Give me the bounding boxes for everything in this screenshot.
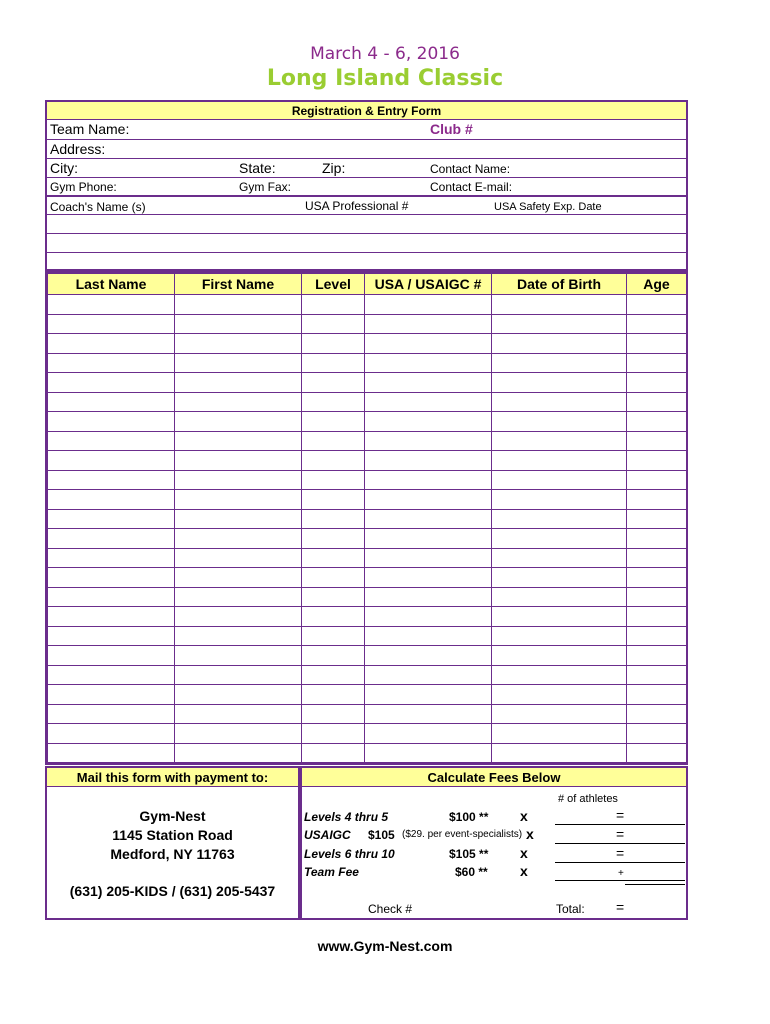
city-label: City:: [50, 160, 78, 176]
table-cell[interactable]: [175, 490, 302, 510]
table-cell[interactable]: [365, 314, 492, 334]
table-cell[interactable]: [492, 704, 627, 724]
table-cell[interactable]: [302, 665, 365, 685]
table-cell[interactable]: [48, 704, 175, 724]
fee-op-team: +: [618, 868, 624, 879]
table-row: [48, 646, 687, 666]
table-cell[interactable]: [365, 392, 492, 412]
table-cell[interactable]: [48, 724, 175, 744]
table-cell[interactable]: [365, 724, 492, 744]
table-cell[interactable]: [492, 373, 627, 393]
table-body: [48, 295, 687, 763]
table-cell[interactable]: [175, 451, 302, 471]
fee-calculation-section: [300, 766, 688, 920]
table-cell[interactable]: [175, 353, 302, 373]
table-cell[interactable]: [365, 587, 492, 607]
table-cell[interactable]: [627, 451, 687, 471]
table-cell[interactable]: [48, 334, 175, 354]
table-cell[interactable]: [48, 373, 175, 393]
table-cell[interactable]: [302, 353, 365, 373]
table-row: [48, 490, 687, 510]
table-cell[interactable]: [48, 743, 175, 763]
table-cell[interactable]: [48, 548, 175, 568]
table-cell[interactable]: [302, 490, 365, 510]
table-cell[interactable]: [175, 548, 302, 568]
fee-price-team: $60 **: [455, 865, 488, 879]
table-cell[interactable]: [175, 724, 302, 744]
table-cell[interactable]: [627, 509, 687, 529]
team-name-label: Team Name:: [50, 121, 130, 137]
fee-label-levels-4-5: Levels 4 thru 5: [304, 810, 389, 824]
table-cell[interactable]: [175, 646, 302, 666]
table-cell[interactable]: [492, 314, 627, 334]
fee-times-levels-6-10: x: [520, 845, 528, 861]
gym-street: 1145 Station Road: [112, 827, 233, 843]
table-cell[interactable]: [175, 509, 302, 529]
table-cell[interactable]: [302, 509, 365, 529]
table-cell[interactable]: [492, 568, 627, 588]
fee-op-levels-4-5: =: [616, 807, 625, 823]
table-cell[interactable]: [175, 373, 302, 393]
table-row: [48, 743, 687, 763]
table-cell[interactable]: [627, 587, 687, 607]
table-cell[interactable]: [627, 646, 687, 666]
table-cell[interactable]: [48, 392, 175, 412]
total-label: Total:: [556, 902, 585, 916]
table-cell[interactable]: [302, 373, 365, 393]
fee-label-usaigc: USAIGC: [304, 828, 351, 842]
table-cell[interactable]: [365, 685, 492, 705]
table-cell[interactable]: [492, 665, 627, 685]
table-cell[interactable]: [627, 353, 687, 373]
table-cell[interactable]: [302, 685, 365, 705]
fee-price-levels-6-10: $105 **: [449, 847, 489, 861]
table-cell[interactable]: [302, 470, 365, 490]
table-row: [48, 587, 687, 607]
table-cell[interactable]: [492, 451, 627, 471]
club-number-label: Club #: [430, 121, 473, 137]
table-cell[interactable]: [365, 626, 492, 646]
table-row: [48, 470, 687, 490]
table-cell[interactable]: [175, 412, 302, 432]
table-cell[interactable]: [48, 431, 175, 451]
gym-fax-label: Gym Fax:: [239, 180, 292, 194]
fee-price-levels-4-5: $100 **: [449, 810, 489, 824]
table-cell[interactable]: [365, 295, 492, 315]
table-row: [48, 704, 687, 724]
table-cell[interactable]: [492, 334, 627, 354]
zip-label: Zip:: [322, 160, 346, 176]
table-row: [48, 314, 687, 334]
table-cell[interactable]: [627, 665, 687, 685]
table-cell[interactable]: [627, 724, 687, 744]
table-cell[interactable]: [302, 704, 365, 724]
table-cell[interactable]: [365, 373, 492, 393]
fee-times-team: x: [520, 863, 528, 879]
table-cell[interactable]: [365, 704, 492, 724]
table-cell[interactable]: [492, 743, 627, 763]
table-cell[interactable]: [627, 431, 687, 451]
table-cell[interactable]: [302, 392, 365, 412]
fee-times-levels-4-5: x: [520, 808, 528, 824]
table-cell[interactable]: [365, 470, 492, 490]
form-title: Registration & Entry Form: [291, 104, 442, 118]
table-cell[interactable]: [365, 431, 492, 451]
table-cell[interactable]: [48, 665, 175, 685]
gym-phone: (631) 205-KIDS / (631) 205-5437: [69, 883, 276, 899]
table-cell[interactable]: [627, 548, 687, 568]
column-header: Level: [302, 274, 365, 295]
column-header: Date of Birth: [492, 274, 627, 295]
table-cell[interactable]: [302, 743, 365, 763]
table-cell[interactable]: [492, 353, 627, 373]
table-cell[interactable]: [175, 392, 302, 412]
table-cell[interactable]: [48, 314, 175, 334]
table-cell[interactable]: [175, 704, 302, 724]
table-cell[interactable]: [492, 470, 627, 490]
fee-label-team: Team Fee: [304, 865, 359, 879]
table-cell[interactable]: [48, 353, 175, 373]
table-cell[interactable]: [175, 607, 302, 627]
table-cell[interactable]: [627, 373, 687, 393]
table-row: [48, 665, 687, 685]
table-cell[interactable]: [175, 470, 302, 490]
gym-city: Medford, NY 11763: [110, 846, 235, 862]
table-cell[interactable]: [175, 587, 302, 607]
table-row: [48, 334, 687, 354]
table-cell[interactable]: [627, 704, 687, 724]
table-cell[interactable]: [302, 568, 365, 588]
table-cell[interactable]: [627, 314, 687, 334]
table-cell[interactable]: [302, 724, 365, 744]
table-cell[interactable]: [627, 470, 687, 490]
table-cell[interactable]: [627, 607, 687, 627]
fee-op-levels-6-10: =: [616, 845, 625, 861]
table-cell[interactable]: [302, 295, 365, 315]
table-row: [48, 353, 687, 373]
table-cell[interactable]: [627, 295, 687, 315]
table-cell[interactable]: [302, 334, 365, 354]
table-cell[interactable]: [627, 529, 687, 549]
table-cell[interactable]: [365, 509, 492, 529]
table-cell[interactable]: [492, 529, 627, 549]
table-cell[interactable]: [302, 548, 365, 568]
table-cell[interactable]: [627, 743, 687, 763]
fee-price-usaigc: $105: [368, 828, 395, 842]
table-cell[interactable]: [48, 470, 175, 490]
table-cell[interactable]: [175, 314, 302, 334]
usa-professional-label: USA Professional #: [305, 199, 409, 213]
table-cell[interactable]: [365, 451, 492, 471]
table-cell[interactable]: [365, 646, 492, 666]
table-cell[interactable]: [48, 451, 175, 471]
table-cell[interactable]: [175, 295, 302, 315]
table-cell[interactable]: [365, 412, 492, 432]
table-cell[interactable]: [302, 607, 365, 627]
team-info-section: [45, 100, 688, 271]
state-label: State:: [239, 160, 276, 176]
table-cell[interactable]: [365, 548, 492, 568]
table-cell[interactable]: [175, 665, 302, 685]
table-cell[interactable]: [365, 353, 492, 373]
contact-email-label: Contact E-mail:: [430, 180, 513, 194]
table-cell[interactable]: [302, 451, 365, 471]
fee-op-usaigc: =: [616, 826, 625, 842]
table-cell[interactable]: [492, 646, 627, 666]
athletes-count-label: # of athletes: [558, 793, 618, 805]
table-cell[interactable]: [175, 334, 302, 354]
table-row: [48, 509, 687, 529]
column-header: First Name: [175, 274, 302, 295]
address-label: Address:: [50, 141, 106, 157]
table-cell[interactable]: [48, 587, 175, 607]
event-date: March 4 - 6, 2016: [310, 44, 460, 64]
table-cell[interactable]: [175, 743, 302, 763]
table-cell[interactable]: [48, 490, 175, 510]
table-cell[interactable]: [627, 490, 687, 510]
table-header-row: [48, 274, 687, 295]
table-cell[interactable]: [492, 509, 627, 529]
table-cell[interactable]: [365, 529, 492, 549]
table-cell[interactable]: [302, 626, 365, 646]
contact-name-label: Contact Name:: [430, 162, 511, 176]
table-cell[interactable]: [175, 626, 302, 646]
table-row: [48, 392, 687, 412]
table-row: [48, 412, 687, 432]
fee-note-usaigc: ($29. per event-specialists): [402, 829, 523, 840]
table-cell[interactable]: [302, 431, 365, 451]
table-cell[interactable]: [365, 665, 492, 685]
fee-times-usaigc: x: [526, 826, 534, 842]
table-cell[interactable]: [627, 568, 687, 588]
check-number-label: Check #: [368, 902, 413, 916]
table-cell[interactable]: [48, 295, 175, 315]
table-cell[interactable]: [48, 646, 175, 666]
event-title: Long Island Classic: [266, 66, 504, 91]
table-cell[interactable]: [365, 568, 492, 588]
table-cell[interactable]: [365, 334, 492, 354]
table-row: [48, 529, 687, 549]
table-cell[interactable]: [302, 529, 365, 549]
athlete-table: [45, 271, 688, 765]
column-header: Last Name: [48, 274, 175, 295]
table-cell[interactable]: [302, 314, 365, 334]
table-row: [48, 685, 687, 705]
table-row: [48, 724, 687, 744]
table-row: [48, 548, 687, 568]
table-cell[interactable]: [48, 607, 175, 627]
gym-name: Gym-Nest: [139, 808, 206, 824]
table-cell[interactable]: [48, 568, 175, 588]
mail-heading: Mail this form with payment to:: [76, 770, 269, 785]
table-cell[interactable]: [627, 334, 687, 354]
table-cell[interactable]: [48, 412, 175, 432]
table-cell[interactable]: [492, 295, 627, 315]
table-cell[interactable]: [492, 392, 627, 412]
table-cell[interactable]: [175, 568, 302, 588]
table-cell[interactable]: [302, 587, 365, 607]
table-cell[interactable]: [627, 392, 687, 412]
website-url[interactable]: www.Gym-Nest.com: [317, 938, 453, 954]
table-cell[interactable]: [365, 743, 492, 763]
mailing-address-section: [45, 766, 300, 920]
table-cell[interactable]: [48, 529, 175, 549]
table-cell[interactable]: [492, 626, 627, 646]
coach-names-label: Coach's Name (s): [50, 200, 146, 214]
table-row: [48, 568, 687, 588]
table-cell[interactable]: [492, 548, 627, 568]
table-cell[interactable]: [302, 646, 365, 666]
table-row: [48, 451, 687, 471]
fee-label-levels-6-10: Levels 6 thru 10: [304, 847, 395, 861]
table-cell[interactable]: [492, 431, 627, 451]
table-cell[interactable]: [175, 431, 302, 451]
table-row: [48, 607, 687, 627]
table-cell[interactable]: [627, 412, 687, 432]
table-cell[interactable]: [175, 529, 302, 549]
table-cell[interactable]: [365, 607, 492, 627]
table-cell[interactable]: [492, 490, 627, 510]
table-cell[interactable]: [492, 724, 627, 744]
column-header: Age: [627, 274, 687, 295]
gym-phone-label: Gym Phone:: [50, 180, 117, 194]
total-op: =: [616, 899, 625, 915]
table-cell[interactable]: [492, 587, 627, 607]
table-cell[interactable]: [627, 626, 687, 646]
table-row: [48, 295, 687, 315]
table-cell[interactable]: [175, 685, 302, 705]
table-row: [48, 626, 687, 646]
table-cell[interactable]: [48, 626, 175, 646]
table-cell[interactable]: [627, 685, 687, 705]
table-cell[interactable]: [302, 412, 365, 432]
table-cell[interactable]: [365, 490, 492, 510]
fee-heading: Calculate Fees Below: [427, 770, 561, 785]
table-cell[interactable]: [48, 685, 175, 705]
table-row: [48, 373, 687, 393]
table-row: [48, 431, 687, 451]
table-cell[interactable]: [492, 412, 627, 432]
table-cell[interactable]: [492, 607, 627, 627]
table-cell[interactable]: [48, 509, 175, 529]
column-header: USA / USAIGC #: [365, 274, 492, 295]
usa-safety-label: USA Safety Exp. Date: [494, 201, 602, 213]
table-cell[interactable]: [492, 685, 627, 705]
